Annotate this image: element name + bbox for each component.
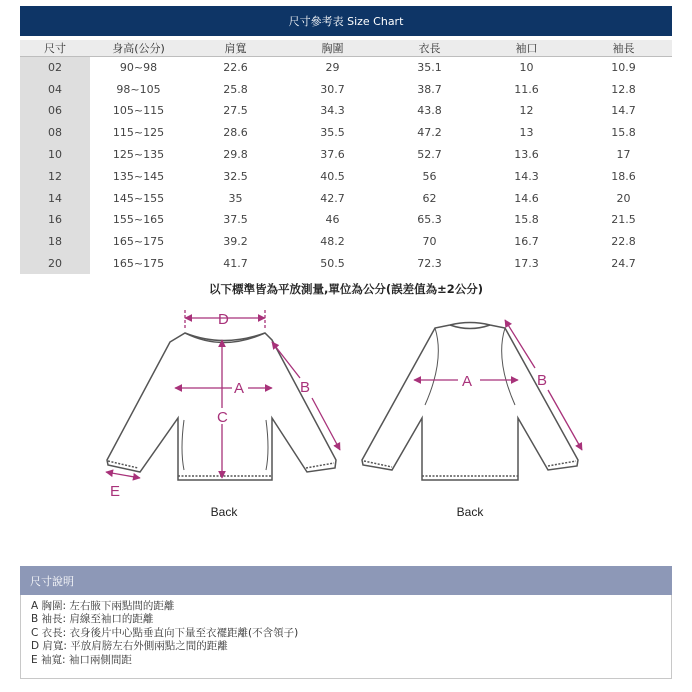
table-cell: 13.6 <box>514 148 539 162</box>
explain-line-a: A 胸圍: 左右腋下兩點間的距離 <box>31 600 175 612</box>
explain-line-e: E 袖寬: 袖口兩側間距 <box>31 653 132 666</box>
label-b-right: B <box>537 372 548 389</box>
table-cell: 90~98 <box>119 61 158 75</box>
table-cell: 27.5 <box>223 104 248 118</box>
table-cell: 145~155 <box>112 191 165 205</box>
label-d: D <box>218 311 229 328</box>
table-cell: 72.3 <box>417 257 442 271</box>
size-cell: 04 <box>20 78 90 100</box>
table-cell: 17.3 <box>514 257 539 271</box>
size-chart-title: 尺寸參考表 Size Chart <box>288 15 404 28</box>
table-cell: 10.9 <box>611 61 636 75</box>
table-cell: 39.2 <box>223 235 248 249</box>
table-cell: 46 <box>325 213 340 227</box>
table-cell: 18.6 <box>611 169 636 183</box>
table-header-cell: 袖長 <box>575 40 672 57</box>
table-cell: 42.7 <box>320 191 345 205</box>
explain-line-b: B 袖長: 肩線至袖口的距離 <box>31 613 154 626</box>
table-cell: 37.6 <box>320 148 345 162</box>
table-cell: 105~115 <box>112 104 165 118</box>
table-cell: 52.7 <box>417 148 442 162</box>
table-cell: 25.8 <box>223 82 248 96</box>
table-cell: 14.6 <box>514 191 539 205</box>
table-cell: 41.7 <box>223 257 248 271</box>
size-chart-title-bar <box>20 6 672 36</box>
size-cell: 16 <box>20 209 90 231</box>
table-header-cell: 胸圍 <box>284 40 381 57</box>
table-cell: 165~175 <box>112 235 165 249</box>
table-cell: 35.1 <box>417 61 442 75</box>
table-cell: 28.6 <box>223 126 248 140</box>
table-cell: 29 <box>325 61 340 75</box>
table-cell: 115~125 <box>112 126 165 140</box>
table-cell: 11.6 <box>514 82 539 96</box>
size-cell: 06 <box>20 100 90 122</box>
table-row <box>20 100 672 122</box>
table-row <box>20 231 672 253</box>
table-cell: 37.5 <box>223 213 248 227</box>
table-cell: 22.8 <box>611 235 636 249</box>
table-cell: 62 <box>422 191 437 205</box>
table-header-cell: 身高(公分) <box>90 40 187 57</box>
table-header-cell: 袖口 <box>478 40 575 57</box>
table-cell: 22.6 <box>223 61 248 75</box>
table-cell: 13 <box>519 126 534 140</box>
table-cell: 14.3 <box>514 169 539 183</box>
table-body <box>20 57 672 275</box>
table-header-cell: 肩寬 <box>187 40 284 57</box>
label-b-left: B <box>300 379 311 396</box>
table-row <box>20 253 672 275</box>
table-cell: 56 <box>422 169 437 183</box>
table-cell: 48.2 <box>320 235 345 249</box>
table-cell: 98~105 <box>116 82 161 96</box>
table-row <box>20 122 672 144</box>
table-header-row <box>20 40 672 57</box>
table-row <box>20 78 672 100</box>
table-cell: 35 <box>228 191 243 205</box>
right-shirt-illustration <box>362 323 578 481</box>
table-cell: 70 <box>422 235 437 249</box>
size-cell: 14 <box>20 187 90 209</box>
table-cell: 15.8 <box>611 126 636 140</box>
table-cell: 30.7 <box>320 82 345 96</box>
garment-diagram <box>0 300 692 530</box>
table-cell: 135~145 <box>112 169 165 183</box>
table-cell: 125~135 <box>112 148 165 162</box>
left-back-caption: Back <box>210 505 238 519</box>
table-cell: 165~175 <box>112 257 165 271</box>
table-row <box>20 187 672 209</box>
table-cell: 47.2 <box>417 126 442 140</box>
table-cell: 32.5 <box>223 169 248 183</box>
table-cell: 155~165 <box>112 213 165 227</box>
table-cell: 38.7 <box>417 82 442 96</box>
table-row <box>20 165 672 187</box>
table-cell: 34.3 <box>320 104 345 118</box>
label-e: E <box>110 483 121 500</box>
table-header-cell: 衣長 <box>381 40 478 57</box>
table-header-cell: 尺寸 <box>20 40 90 57</box>
size-cell: 02 <box>20 57 90 79</box>
table-cell: 24.7 <box>611 257 636 271</box>
table-cell: 65.3 <box>417 213 442 227</box>
table-row <box>20 144 672 166</box>
explain-body <box>20 595 672 679</box>
measurement-note: 以下標準皆為平放測量,單位為公分(誤差值為±2公分) <box>208 282 483 296</box>
label-a-left: A <box>234 380 245 397</box>
explain-title: 尺寸說明 <box>30 574 74 588</box>
table-cell: 29.8 <box>223 148 248 162</box>
table-cell: 40.5 <box>320 169 345 183</box>
size-cell: 08 <box>20 122 90 144</box>
table-cell: 43.8 <box>417 104 442 118</box>
right-back-caption: Back <box>456 505 484 519</box>
explain-header <box>20 566 672 595</box>
table-cell: 15.8 <box>514 213 539 227</box>
label-a-right: A <box>462 373 473 390</box>
explain-line-c: C 衣長: 衣身後片中心點垂直向下量至衣襬距離(不含領子) <box>31 626 299 639</box>
table-row <box>20 209 672 231</box>
size-cell: 18 <box>20 231 90 253</box>
table-cell: 50.5 <box>320 257 345 271</box>
table-cell: 14.7 <box>611 104 636 118</box>
label-c: C <box>217 409 228 426</box>
table-cell: 35.5 <box>320 126 345 140</box>
table-cell: 21.5 <box>611 213 636 227</box>
table-cell: 17 <box>616 148 631 162</box>
size-cell: 20 <box>20 253 90 275</box>
table-row <box>20 57 672 79</box>
table-cell: 12 <box>519 104 534 118</box>
size-cell: 12 <box>20 165 90 187</box>
size-cell: 10 <box>20 144 90 166</box>
explain-line-d: D 肩寬: 平放肩膀左右外側兩點之間的距離 <box>31 640 228 653</box>
table-cell: 10 <box>519 61 534 75</box>
table-cell: 16.7 <box>514 235 539 249</box>
size-table <box>20 40 672 274</box>
table-cell: 12.8 <box>611 82 636 96</box>
table-cell: 20 <box>616 191 631 205</box>
